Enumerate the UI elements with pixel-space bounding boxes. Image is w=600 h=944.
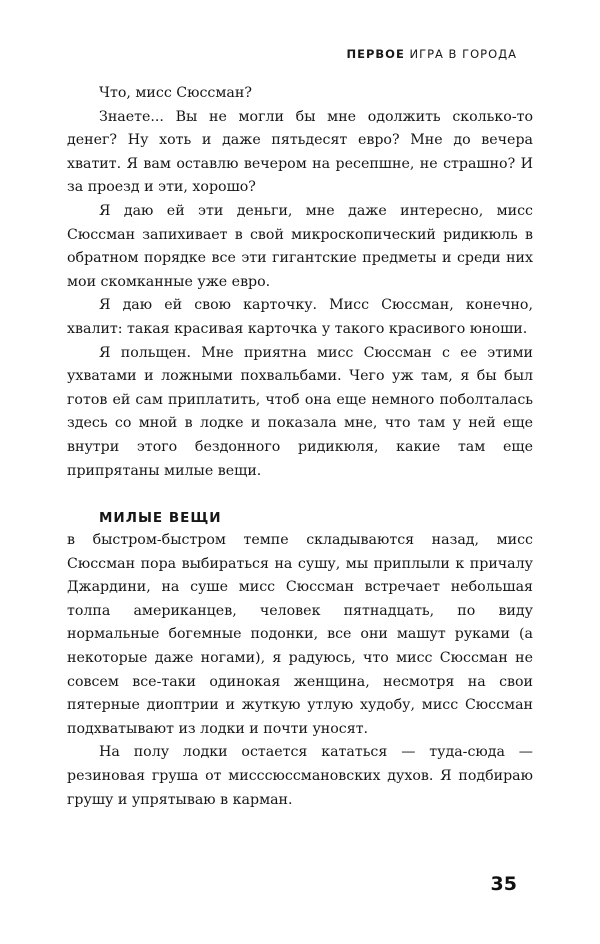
body-text bbox=[67, 82, 533, 812]
paragraph: Я даю ей свою карточку. Мисс Сюссман, конечно, хвалит: такая красивая карточка у такого красивого юноши. bbox=[67, 297, 533, 337]
section-heading: МИЛЫЕ ВЕЩИ bbox=[99, 510, 222, 527]
paragraph: в быстром-быстром темпе складываются назад, мисс Сюссман пора выбираться на сушу, мы приплыли к причалу Джардини, на суше мисс Сюссман встречает небольшая толпа американцев, человек пятнадцать, по виду нормальные богемные подонки, все они машут руками (а некоторые даже ногами), я радуюсь, что мисс Сюссман не совсем все-таки одинокая женщина, несмотря на свои пятерные диоптрии и жуткую утлую худобу, мисс Сюссман подхватывают из лодки и почти уносят. bbox=[67, 532, 533, 737]
page-number: 35 bbox=[490, 873, 517, 895]
running-head bbox=[347, 47, 518, 61]
paragraph: Я даю ей эти деньги, мне даже интересно, мисс Сюссман запихивает в свой микроскопический ридикюль в обратном порядке все эти гигантские предметы и среди них мои скомканные уже евро. bbox=[67, 202, 533, 290]
paragraph: Знаете... Вы не могли бы мне одолжить сколько-то денег? Ну хоть и даже пятьдесят евро? Мне до вечера хватит. Я вам оставлю вечером на ресепшне, не страшно? И за проезд и эти, хорошо? bbox=[67, 108, 533, 196]
paragraph: Что, мисс Сюссман? bbox=[99, 85, 252, 101]
paragraph: На полу лодки остается кататься — туда-сюда — резиновая груша от мисссюссмановских духов. Я подбираю грушу и упрятываю в карман. bbox=[67, 744, 533, 808]
running-head-book: ПЕРВОЕ bbox=[346, 47, 405, 61]
paragraph: Я польщен. Мне приятна мисс Сюссман с ее этими ухватами и ложными похвальбами. Чего уж там, я бы был готов ей сам приплатить, чтоб она еще немного поболталась здесь со мной в лодке и показала мне, что там у ней еще внутри этого бездонного ридикюля, какие там еще припрятаны милые вещи. bbox=[67, 344, 533, 479]
running-head-section: ИГРА В ГОРОДА bbox=[409, 47, 517, 61]
